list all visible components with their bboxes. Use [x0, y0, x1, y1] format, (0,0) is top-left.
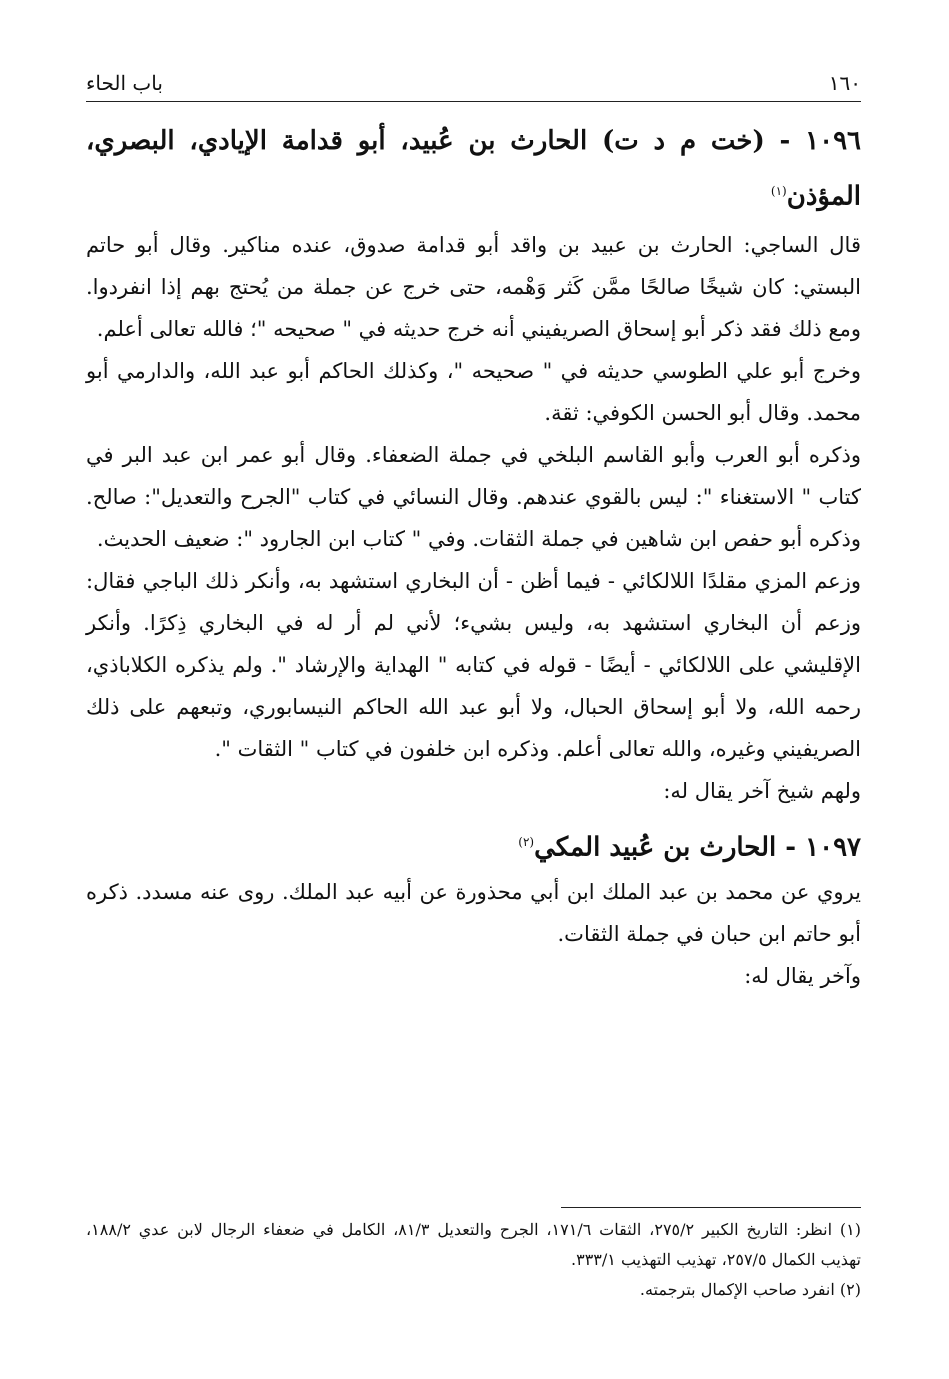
paragraph: وذكره أبو العرب وأبو القاسم البلخي في جملة الضعفاء. وقال أبو عمر ابن عبد البر في كتاب " الاستغناء ": ليس بالقوي عندهم. وقال النسائي في كتاب "الجرح والتعديل": صالح. وذكره أبو حفص ابن شاهين في جملة الثقات. وفي " كتاب ابن الجارود ": ضعيف الحديث.: [86, 442, 861, 551]
paragraph: وآخر يقال له:: [744, 964, 861, 989]
paragraph: وزعم المزي مقلدًا اللالكائي - فيما أظن - أن البخاري استشهد به، وأنكر ذلك الباجي فقال: وزعم أن البخاري استشهد به، وليس بشيء؛ لأني لم أر له في البخاري ذِكرًا. وأنكر الإقليشي على اللالكائي - أيضًا - قوله في كتابه " الهداية والإرشاد ". ولم يذكره الكلاباذي، رحمه الله، ولا أبو إسحاق الحبال، ولا أبو عبد الله الحاكم النيسابوري، وتبعهم على ذلك الصريفيني وغيره، والله تعالى أعلم. وذكره ابن خلفون في كتاب " الثقات ".: [86, 568, 861, 761]
page-number: ١٦٠: [828, 71, 861, 95]
footnote-1: (١) انظر: التاريخ الكبير ٢٧٥/٢، الثقات ١٧١/٦، الجرح والتعديل ٨١/٣، الكامل في ضعفاء الرجال لابن عدي ١٨٨/٢، تهذيب الكمال ٢٥٧/٥، تهذيب التهذيب ٣٣٣/١.: [86, 1220, 862, 1269]
running-head: [86, 66, 861, 96]
main-text: [86, 112, 861, 997]
header-rule: [86, 101, 861, 102]
footnote-rule: [561, 1207, 861, 1208]
paragraph: وخرج أبو علي الطوسي حديثه في " صحيحه "، وكذلك الحاكم أبو عبد الله، والدارمي أبو محمد. وقال أبو الحسن الكوفي: ثقة.: [86, 358, 861, 425]
footnote-ref-1[interactable]: (١): [770, 184, 787, 198]
paragraph: قال الساجي: الحارث بن عبيد بن واقد أبو قدامة صدوق، عنده مناكير. وقال أبو حاتم البستي: كان شيخًا صالحًا ممَّن كَثر وَهْمه، حتى خرج عن جملة من يُحتج بهم إذا انفردوا. ومع ذلك فقد ذكر أبو إسحاق الصريفيني أنه خرج حديثه في " صحيحه "؛ فالله تعالى أعلم.: [86, 232, 861, 341]
entry-title-1097: ١٠٩٧ - الحارث بن عُبيد المكي$^{(٢)}$: [518, 832, 861, 863]
entry-title-1096: ١٠٩٦ - (خت م د ت) الحارث بن عُبيد، أبو قدامة الإيادي، البصري، المؤذن$^{(١)}$: [86, 126, 861, 212]
footnotes: [86, 1215, 861, 1305]
footnote-2: (٢) انفرد صاحب الإكمال بترجمته.: [639, 1280, 861, 1299]
footnote-ref-2[interactable]: (٢): [518, 834, 535, 849]
paragraph: يروي عن محمد بن عبد الملك ابن أبي محذورة عن أبيه عبد الملك. روى عنه مسدد. ذكره أبو حاتم ابن حبان في جملة الثقات.: [86, 880, 861, 947]
section-title: باب الحاء: [86, 71, 163, 95]
paragraph: ولهم شيخ آخر يقال له:: [663, 778, 861, 803]
